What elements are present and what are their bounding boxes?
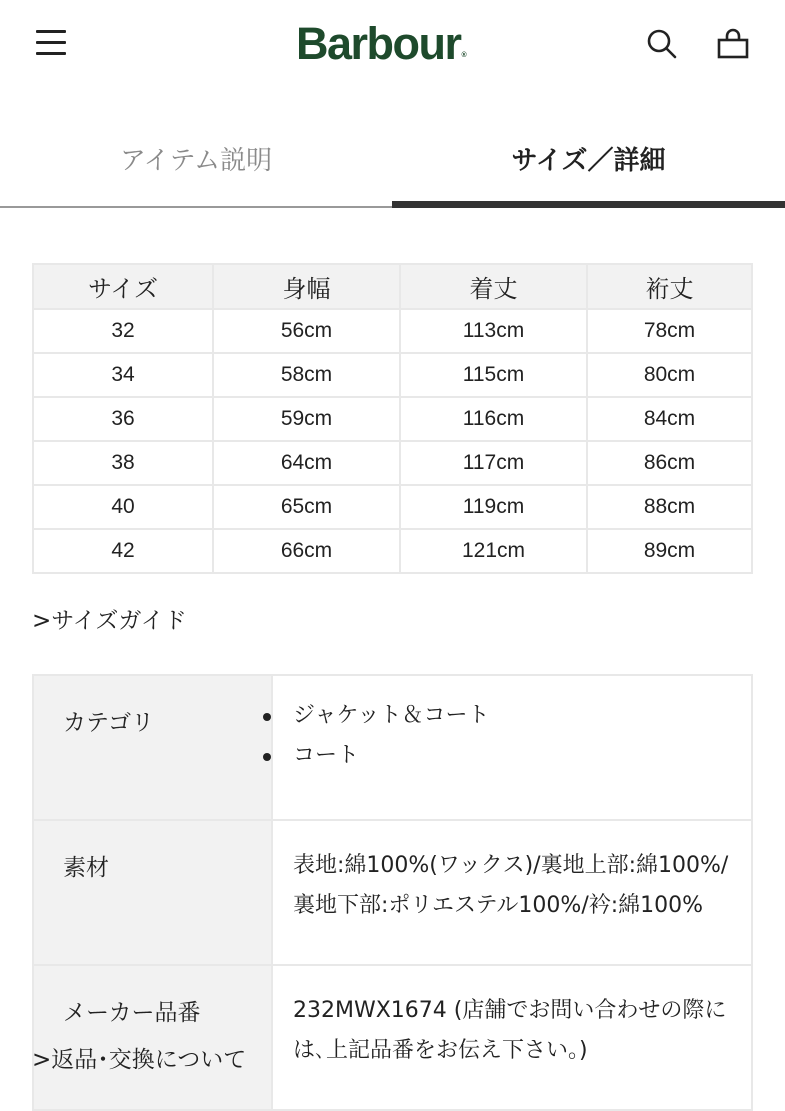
- table-cell: 117cm: [400, 441, 587, 485]
- table-cell: 119cm: [400, 485, 587, 529]
- column-header-chest-width: 身幅: [213, 264, 400, 309]
- table-cell: 89cm: [587, 529, 752, 573]
- active-tab-indicator: [392, 201, 785, 208]
- table-cell: 88cm: [587, 485, 752, 529]
- table-cell: 42: [33, 529, 213, 573]
- category-values: [272, 675, 752, 820]
- table-cell: 121cm: [400, 529, 587, 573]
- product-number-line: は､上記品番をお伝え下さい｡): [293, 1038, 588, 1063]
- material-line: 表地:綿100%(ワックス)/裏地上部:綿100%/: [293, 853, 729, 878]
- material-value: [272, 820, 752, 965]
- column-header-sleeve-length: 裄丈: [587, 264, 752, 309]
- table-cell: 115cm: [400, 353, 587, 397]
- table-cell: 38: [33, 441, 213, 485]
- table-cell: 65cm: [213, 485, 400, 529]
- table-row: [33, 529, 752, 573]
- material-label: 素材: [33, 820, 272, 965]
- size-guide-link[interactable]: >サイズガイド: [32, 608, 187, 634]
- tab-item-description[interactable]: [0, 118, 392, 200]
- shopping-bag-icon[interactable]: [716, 26, 752, 62]
- table-cell: 58cm: [213, 353, 400, 397]
- table-cell: 40: [33, 485, 213, 529]
- table-cell: 80cm: [587, 353, 752, 397]
- tab-label: サイズ／詳細: [511, 146, 666, 176]
- table-cell: 32: [33, 309, 213, 353]
- table-cell: 116cm: [400, 397, 587, 441]
- brand-logo[interactable]: [296, 18, 467, 70]
- menu-icon[interactable]: [36, 28, 68, 58]
- column-header-size: サイズ: [33, 264, 213, 309]
- table-cell: 64cm: [213, 441, 400, 485]
- table-row: [33, 397, 752, 441]
- material-row: [33, 820, 752, 965]
- table-cell: 56cm: [213, 309, 400, 353]
- category-list: [293, 696, 741, 776]
- search-icon[interactable]: [644, 26, 680, 62]
- registered-mark: ®: [461, 52, 467, 59]
- brand-logo-text: Barbour: [296, 18, 461, 69]
- material-line: 裏地下部:ポリエステル100%/衿:綿100%: [293, 893, 704, 918]
- table-cell: 36: [33, 397, 213, 441]
- category-label: カテゴリ: [33, 675, 272, 820]
- product-number-label: メーカー品番: [33, 965, 272, 1110]
- table-cell: 59cm: [213, 397, 400, 441]
- table-cell: 34: [33, 353, 213, 397]
- table-cell: 113cm: [400, 309, 587, 353]
- detail-tabs: [0, 118, 785, 210]
- tab-size-details[interactable]: [392, 118, 785, 200]
- size-table-header-row: [33, 264, 752, 309]
- tab-label: アイテム説明: [119, 146, 273, 176]
- site-header: [0, 0, 785, 95]
- category-item[interactable]: ジャケット＆コート: [293, 696, 741, 736]
- table-row: [33, 485, 752, 529]
- table-cell: 86cm: [587, 441, 752, 485]
- table-row: [33, 309, 752, 353]
- category-row: [33, 675, 752, 820]
- product-number-line: 232MWX1674 (店舗でお問い合わせの際に: [293, 998, 727, 1023]
- table-cell: 66cm: [213, 529, 400, 573]
- tab-divider: [0, 206, 392, 208]
- size-table: [32, 263, 753, 574]
- column-header-length: 着丈: [400, 264, 587, 309]
- table-row: [33, 353, 752, 397]
- product-number-row: [33, 965, 752, 1110]
- product-number-value: [272, 965, 752, 1110]
- table-cell: 84cm: [587, 397, 752, 441]
- category-item[interactable]: コート: [293, 736, 741, 776]
- table-cell: 78cm: [587, 309, 752, 353]
- returns-exchange-link[interactable]: >返品･交換について: [32, 1047, 247, 1073]
- table-row: [33, 441, 752, 485]
